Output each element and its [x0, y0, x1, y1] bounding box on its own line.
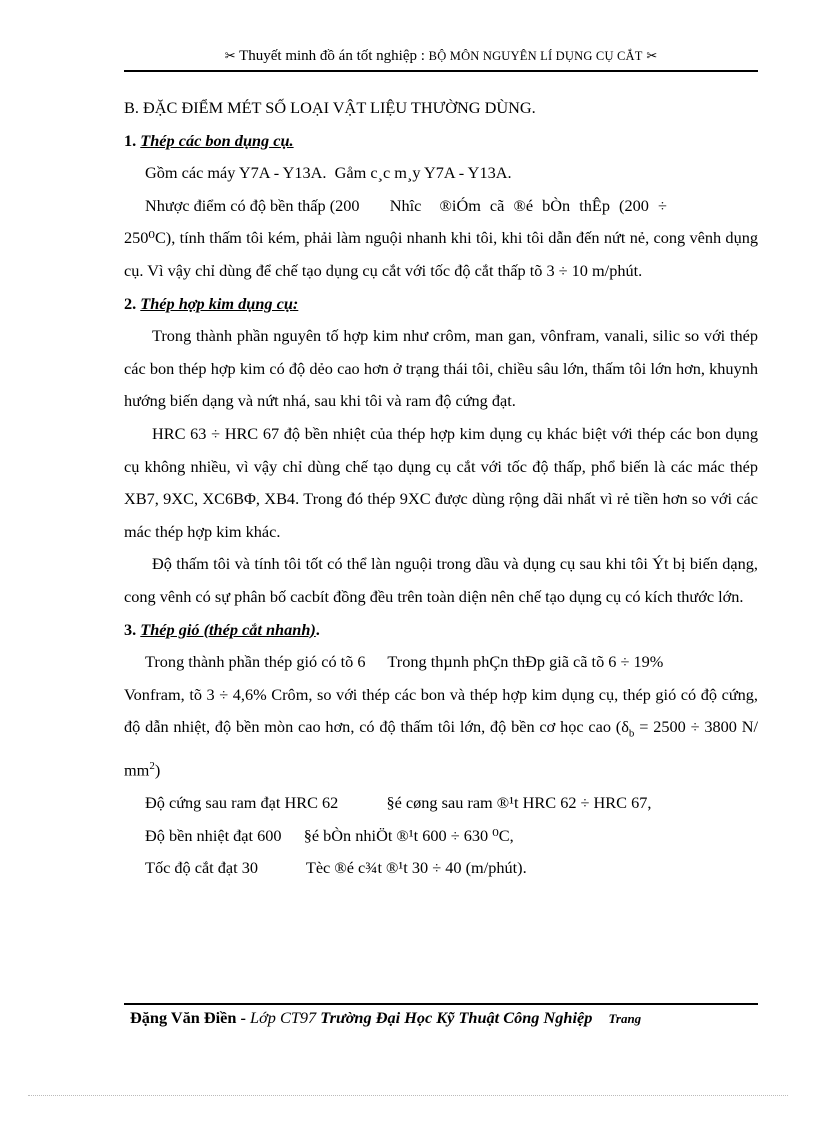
section-title-dot: . [315, 619, 320, 639]
paragraph: 250⁰C), tính thấm tôi kém, phải làm nguội nhanh khi tôi, khi tôi dẫn đến nứt nẻ, cong vênh dụng cụ. Vì vậy chỉ dùng để chế tạo dụng cụ cắt với tốc độ cắt thấp tõ 3 ÷ 10 m/phút. [124, 228, 758, 280]
page-header [124, 48, 758, 72]
section-title [140, 294, 298, 313]
text-span: Nhược điểm có độ bền thấp (200 [145, 195, 360, 215]
text-span: Trong thành phần thép gió có tõ 6 [145, 652, 366, 672]
footer-class: Lớp CT97 [250, 1008, 317, 1027]
text-span: Gåm c¸c m¸y Y7A - Y13A. [334, 163, 512, 183]
scissors-icon: ✂ [224, 48, 236, 63]
footer-divider [124, 1003, 758, 1005]
paragraph: HRC 63 ÷ HRC 67 độ bền nhiệt của thép hợp kim dụng cụ khác biệt với thép các bon dụng cụ không nhiều, vì vậy chỉ dùng chế tạo dụng cụ cắt với tốc độ thấp, phổ biến là các mác thép XB7, 9XC, XC6BΦ, XB4. Trong đó thép 9XC được dùng rộng dãi nhất vì rẻ tiền hơn so với các mác thép hợp kim khác. [124, 423, 758, 541]
page-footer [130, 1008, 758, 1028]
paragraph [124, 646, 758, 679]
text-span: Nhîc [389, 195, 422, 215]
paragraph [124, 157, 758, 190]
header-title: Thuyết minh đồ án tốt nghiệp : [239, 48, 425, 64]
section-title: Thép gió (thép cắt nhanh) [140, 619, 316, 639]
text-span: Độ cứng sau ram đạt HRC 62 [145, 793, 339, 813]
superscript: 2 [149, 760, 155, 773]
section-title-text: Thép hợp kim dụng cụ [140, 293, 293, 313]
scissors-icon: ✂ [646, 48, 658, 63]
paragraph [124, 820, 758, 853]
text-span: Gồm các máy Y7A - Y13A. [145, 163, 327, 183]
paragraph [124, 787, 758, 820]
page-edge-divider [28, 1095, 788, 1096]
text-span: §é cøng sau ram ®¹t HRC 62 ÷ HRC 67, [386, 793, 652, 813]
paragraph [124, 852, 758, 885]
text-span: Độ bền nhiệt đạt 600 [145, 825, 282, 845]
document-body [124, 92, 758, 885]
text-span: Tèc ®é c¾t ®¹t 30 ÷ 40 (m/phút). [305, 858, 527, 878]
paragraph: Độ thấm tôi và tính tôi tốt có thể làn nguội trong dầu và dụng cụ sau khi tôi Ýt bị biến dạng, cong vênh có sự phân bố cacbít đồng đều trên toàn diện nên chế tạo dụng cụ có kích thước lớn. [124, 554, 758, 606]
section-title-colon: : [292, 293, 299, 313]
section-number: 2. [124, 293, 137, 313]
section-3-heading [124, 614, 758, 647]
text-span: ®iÓm cã ®é bÒn thÊp (200 ÷ [439, 195, 667, 215]
footer-school: Trường Đại Học Kỹ Thuật Công Nghiệp [320, 1008, 593, 1027]
paragraph [124, 190, 758, 223]
section-2-heading [124, 288, 758, 321]
text-span: Vonfram, tõ 3 ÷ 4,6% Crôm, so với thép các bon và thép hợp kim dụng cụ, thép gió có độ cứng, độ dẫn nhiệt, độ bền mòn cao hơn, có độ thấm tôi lớn, độ bền cơ học cao (δ [124, 684, 758, 737]
header-department: BỘ MÔN NGUYÊN LÍ DỤNG CỤ CẮT [428, 49, 643, 63]
section-number: 3. [124, 619, 137, 639]
section-1-heading [124, 125, 758, 158]
footer-author: Đặng Văn Điền - [130, 1008, 251, 1027]
section-number: 1. [124, 130, 137, 150]
text-span: Trong thµnh phÇn thÐp giã cã tõ 6 ÷ 19% [387, 652, 664, 672]
text-span: §é bÒn nhiÖt ®¹t 600 ÷ 630 ⁰C, [303, 825, 514, 845]
paragraph: Trong thành phần nguyên tố hợp kim như crôm, man gan, vônfram, vanali, silic so với thép các bon thép hợp kim có độ dẻo cao hơn ở trạng thái tôi, chiều sâu lớn, thấm tôi lớn hơn, khuynh hướng biến dạng và nứt nhá, sau khi tôi và ram độ cứng đạt. [124, 326, 758, 411]
footer-page: Trang [608, 1011, 642, 1026]
paragraph [124, 679, 758, 787]
text-span: Tốc độ cắt đạt 30 [145, 858, 259, 878]
section-heading: B. ĐẶC ĐIỂM MÉT SỐ LOẠI VẬT LIỆU THƯỜNG DÙNG. [124, 98, 536, 117]
section-title: Thép các bon dụng cụ. [140, 130, 294, 150]
text-span: = 2500 ÷ 3800 N/ mm [124, 717, 758, 780]
subscript: b [628, 727, 635, 740]
text-span: ) [154, 760, 161, 780]
